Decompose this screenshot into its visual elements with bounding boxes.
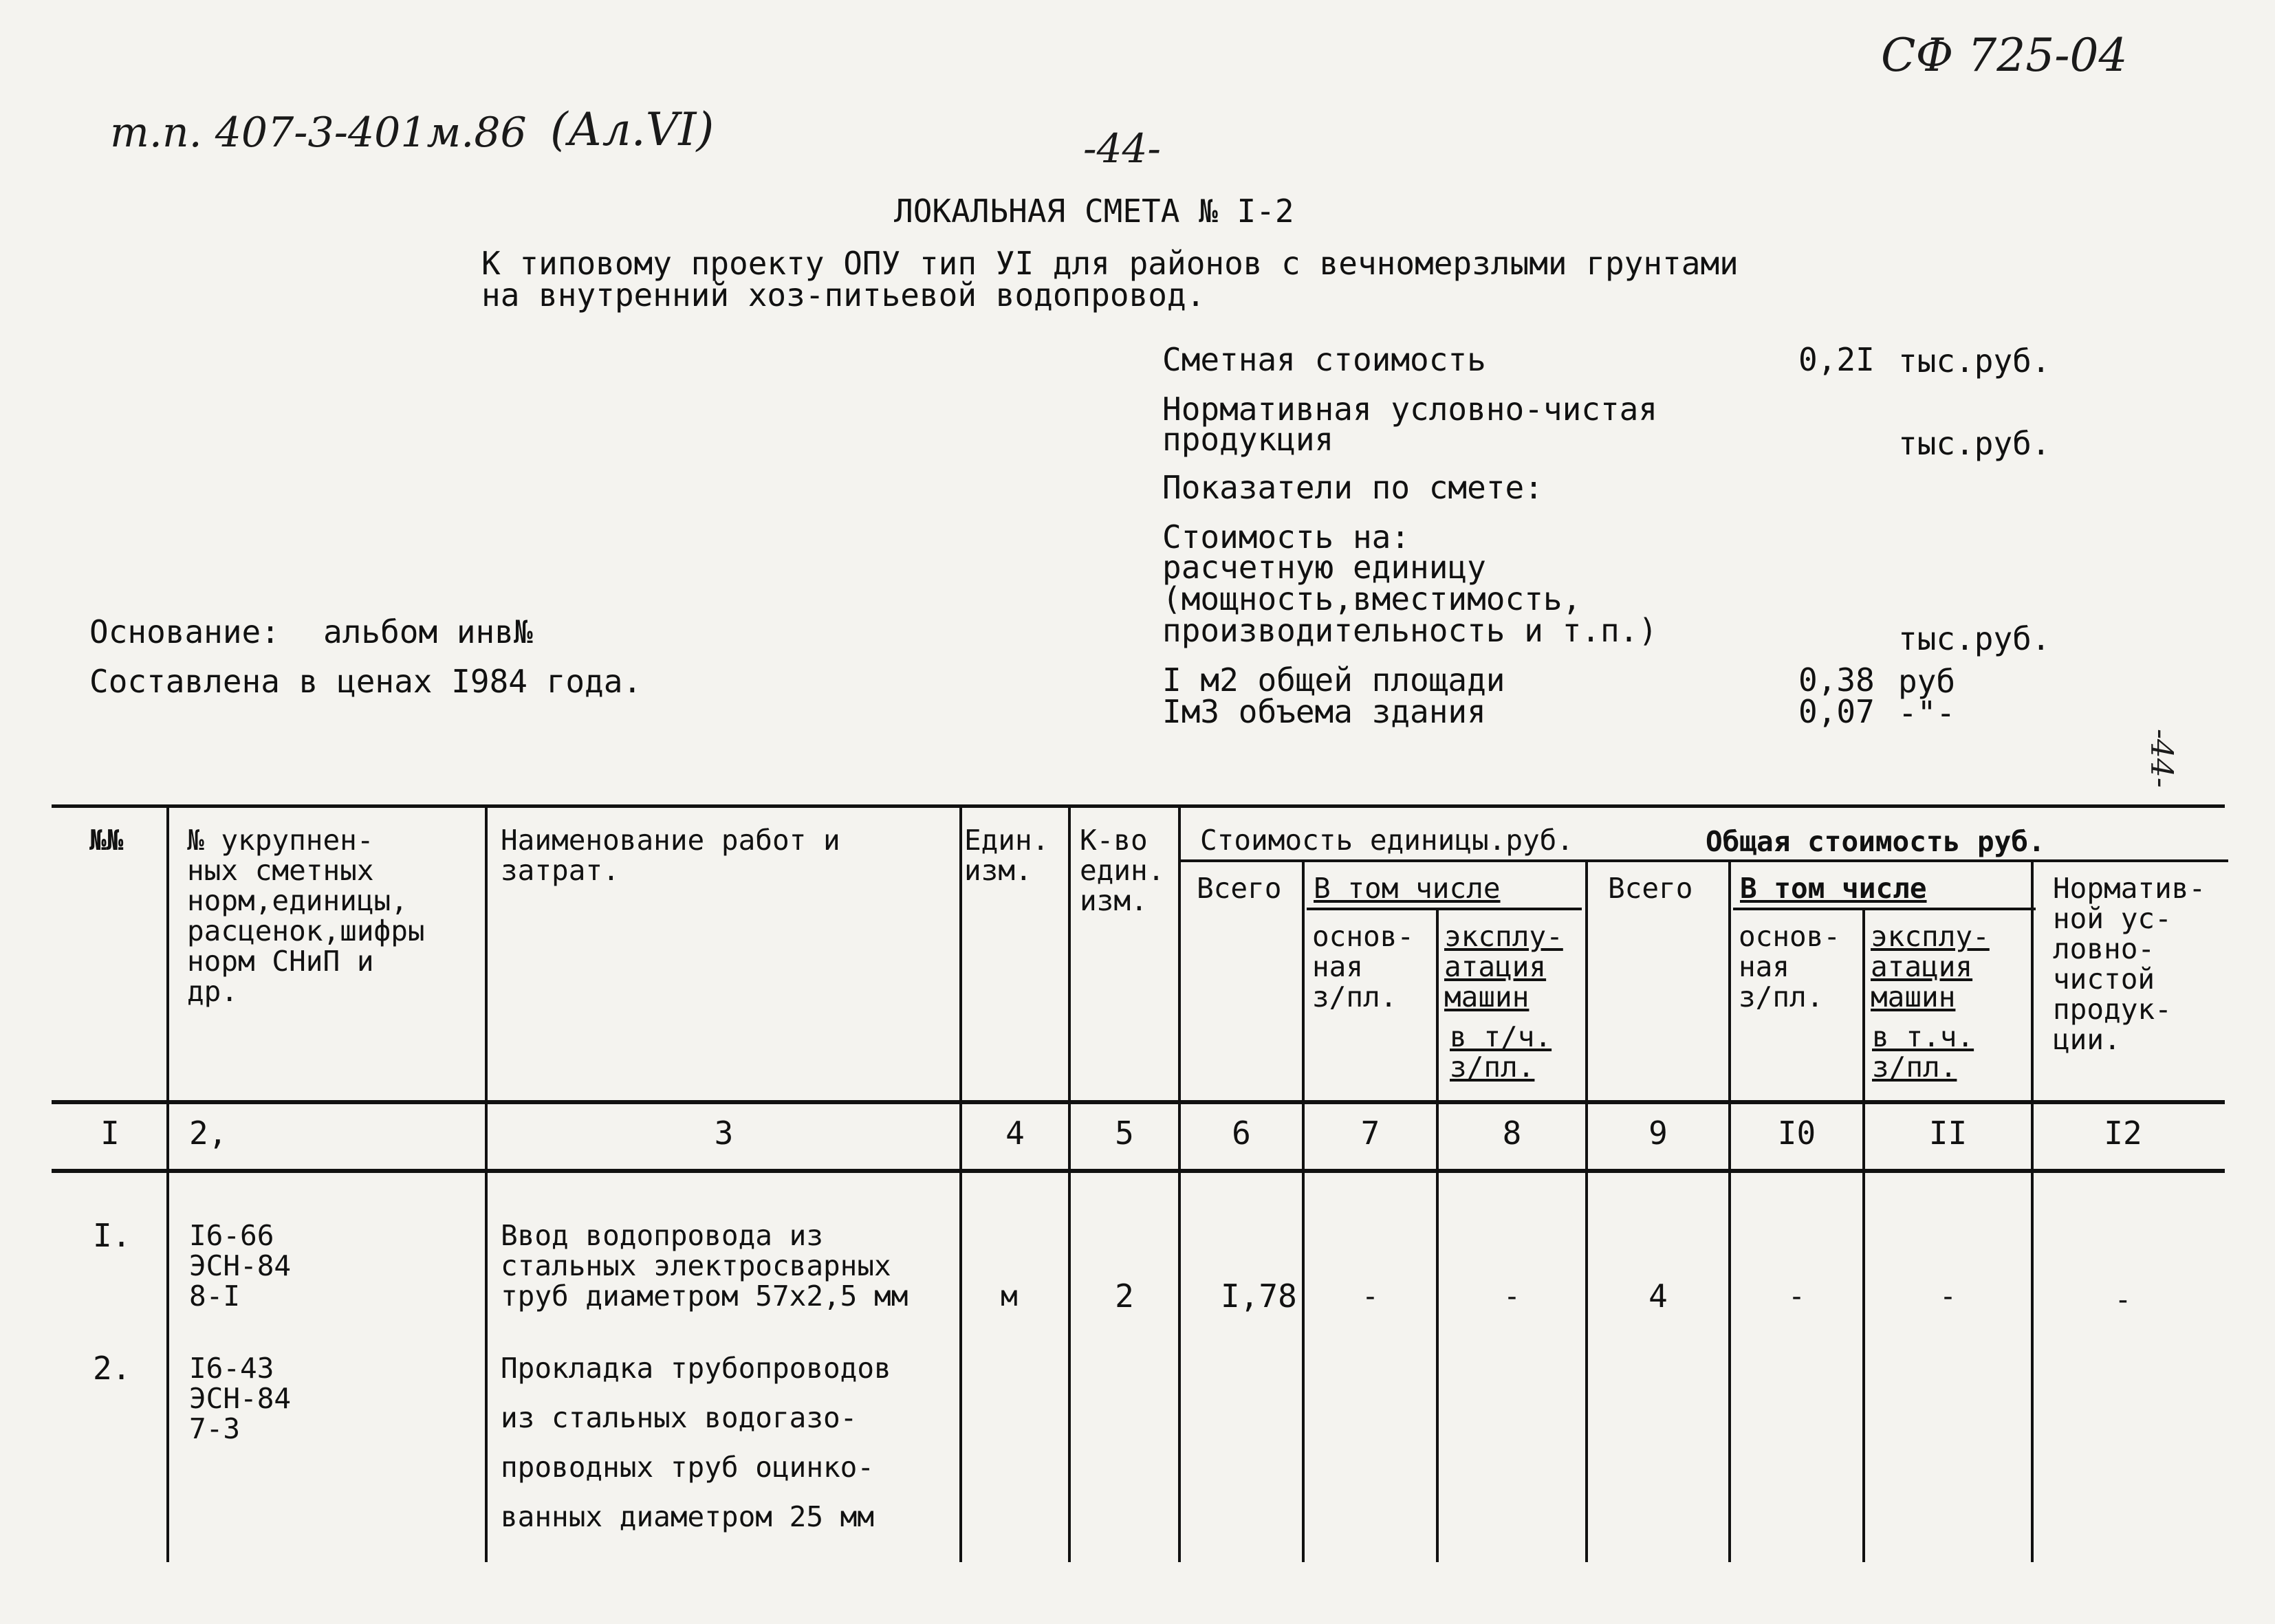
- cost-per-line-1: Стоимость на:: [1162, 518, 1411, 556]
- col-divider-2: [485, 806, 488, 1562]
- row-total-machines: -: [1939, 1280, 1957, 1313]
- header-total-incl: В том числе: [1740, 872, 1927, 905]
- cost-per-unit: тыс.руб.: [1898, 620, 2051, 657]
- cost-label: Сметная стоимость: [1162, 341, 1486, 378]
- col-divider-4: [1068, 806, 1071, 1562]
- row-unit-wage: -: [1362, 1280, 1379, 1313]
- col-divider-8: [1585, 861, 1588, 1562]
- row-work-name: Ввод водопровода из стальных электросварных труб диаметром 57х2,5 мм: [501, 1219, 908, 1313]
- col-divider-10: [1862, 909, 1865, 1562]
- row-unit: м: [1001, 1280, 1018, 1313]
- area-unit: руб: [1898, 663, 1956, 700]
- cost-per-line-2: расчетную единицу: [1162, 549, 1486, 586]
- colnum-bottom-rule: [52, 1169, 2225, 1173]
- cost-per-line-3: (мощность,вместимость,: [1162, 580, 1582, 617]
- colnum-5: 5: [1115, 1115, 1134, 1152]
- header-quantity: К-во един. изм.: [1080, 824, 1165, 917]
- row-norm-code: I6-43 ЭСН-84 7-3: [189, 1352, 292, 1445]
- header-unit-cost: Стоимость единицы.руб.: [1200, 824, 1574, 857]
- col-divider-6: [1302, 861, 1305, 1562]
- header-unit-total: Всего: [1197, 872, 1282, 905]
- colnum-6: 6: [1232, 1115, 1251, 1152]
- row-unit-total: I,78: [1221, 1277, 1297, 1315]
- subtitle-line-2: на внутренний хоз-питьевой водопровод.: [481, 276, 1206, 314]
- volume-unit: -"-: [1898, 694, 1956, 732]
- header-total-base-wage: основ- ная з/пл.: [1739, 920, 1841, 1013]
- row-quantity: 2: [1115, 1277, 1134, 1315]
- colnum-2: 2,: [189, 1115, 228, 1152]
- unit-cost-underline: [1179, 859, 2228, 862]
- prices-line: Составлена в ценах I984 года.: [89, 663, 642, 700]
- row-number: I.: [93, 1217, 131, 1254]
- header-row-number: №№: [89, 824, 124, 857]
- volume-label: Iм3 объема здания: [1162, 693, 1486, 730]
- row-work-name-4: ванных диаметром 25 мм: [501, 1500, 875, 1533]
- header-unit-base-wage: основ- ная з/пл.: [1312, 920, 1415, 1013]
- colnum-10: I0: [1777, 1115, 1816, 1152]
- cost-unit: тыс.руб.: [1898, 342, 2051, 380]
- header-unit-machines-wage: в т/ч. з/пл.: [1450, 1020, 1552, 1084]
- col-divider-5: [1178, 806, 1181, 1562]
- header-total-cost: Общая стоимость руб.: [1706, 825, 2045, 858]
- col-divider-1: [166, 806, 169, 1562]
- document-title: ЛОКАЛЬНАЯ СМЕТА № I-2: [894, 193, 1294, 230]
- cost-per-line-4: производительность и т.п.): [1162, 612, 1658, 649]
- header-work-name: Наименование работ и затрат.: [501, 824, 840, 887]
- colnum-11: II: [1928, 1115, 1968, 1152]
- col-divider-7: [1436, 909, 1439, 1562]
- area-label: I м2 общей площади: [1162, 661, 1505, 699]
- basis-value: альбом инв№: [323, 613, 533, 650]
- page-number: -44-: [1083, 125, 1161, 172]
- colnum-3: 3: [714, 1115, 734, 1152]
- incl-underline-total: [1733, 908, 2036, 910]
- row-work-name-2: из стальных водогазо-: [501, 1401, 858, 1434]
- cost-value: 0,2I: [1798, 341, 1875, 378]
- row-unit-machines: -: [1503, 1280, 1521, 1313]
- incl-underline-unit: [1307, 908, 1582, 910]
- header-norm-code: № укрупнен- ных сметных норм,единицы, расценок,шифры норм СНиП и др.: [187, 824, 425, 1008]
- header-total-total: Всего: [1608, 872, 1693, 905]
- document-code: СФ 725-04: [1881, 29, 2128, 82]
- row-total: 4: [1648, 1277, 1668, 1315]
- row-work-name-3: проводных труб оцинко-: [501, 1451, 875, 1484]
- colnum-8: 8: [1502, 1115, 1522, 1152]
- row-total-wage: -: [1788, 1280, 1805, 1313]
- col-divider-9: [1728, 861, 1731, 1562]
- row-normative: -: [2114, 1283, 2132, 1316]
- colnum-1: I: [100, 1115, 120, 1152]
- side-page-number: -44-: [2144, 729, 2179, 788]
- normative-label-1: Нормативная условно-чистая: [1162, 391, 1658, 428]
- area-value: 0,38: [1798, 661, 1875, 699]
- indicators-label: Показатели по смете:: [1162, 469, 1543, 506]
- colnum-12: I2: [2104, 1115, 2142, 1152]
- colnum-9: 9: [1648, 1115, 1668, 1152]
- header-bottom-rule: [52, 1100, 2225, 1104]
- header-normative: Норматив- ной ус- ловно- чистой продук- ции.: [2053, 872, 2206, 1056]
- header-unit-incl: В том числе: [1314, 872, 1501, 905]
- colnum-4: 4: [1005, 1115, 1025, 1152]
- normative-unit: тыс.руб.: [1898, 425, 2051, 462]
- album-reference: (Ал.VI): [550, 103, 715, 156]
- table-top-rule: [52, 804, 2225, 808]
- col-divider-3: [959, 806, 962, 1562]
- header-total-machines-wage: в т.ч. з/пл.: [1872, 1020, 1974, 1084]
- row-norm-code: I6-66 ЭСН-84 8-I: [189, 1219, 292, 1313]
- normative-label-2: продукция: [1162, 421, 1334, 458]
- header-unit: Един. изм.: [964, 824, 1049, 887]
- project-reference: т.п. 407-3-401м.86: [110, 109, 527, 157]
- colnum-7: 7: [1360, 1115, 1380, 1152]
- col-divider-11: [2031, 861, 2034, 1562]
- row-number: 2.: [93, 1350, 131, 1387]
- row-work-name-1: Прокладка трубопроводов: [501, 1352, 891, 1385]
- subtitle-line-1: К типовому проекту ОПУ тип УI для районов с вечномерзлыми грунтами: [481, 245, 1739, 282]
- header-total-machines: эксплу- атация машин: [1871, 920, 1990, 1013]
- header-unit-machines: эксплу- атация машин: [1444, 920, 1563, 1013]
- basis-label: Основание:: [89, 613, 280, 650]
- volume-value: 0,07: [1798, 693, 1875, 730]
